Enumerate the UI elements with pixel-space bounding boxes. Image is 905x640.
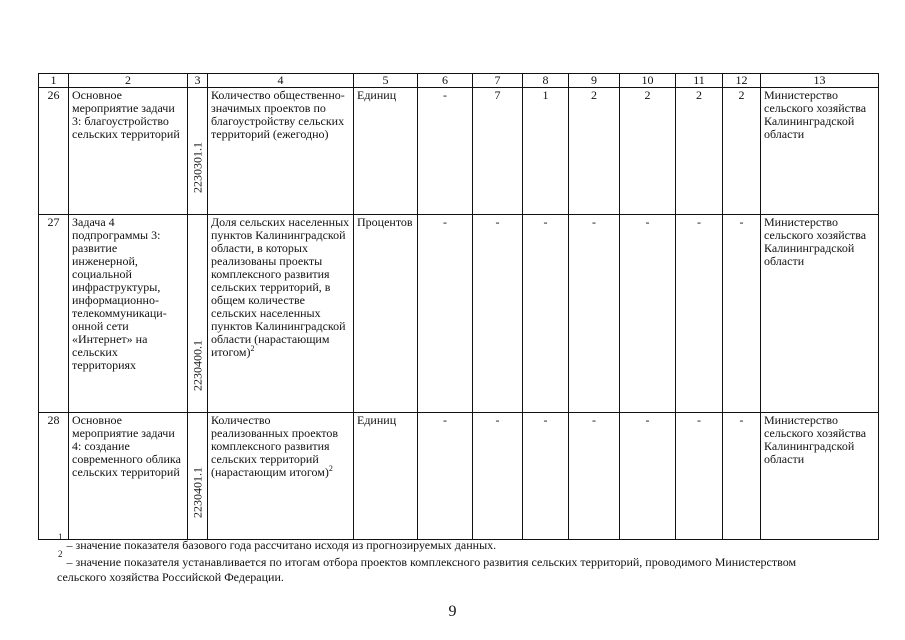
row-value: 2: [723, 88, 761, 215]
col-header: 7: [473, 74, 523, 88]
footnote-mark: 2: [58, 549, 63, 559]
row-name: Задача 4 подпрограммы 3: развитие инженерной, социальной инфраструктуры, информационно-телекоммуникаци-онной сети «Интернет» на сельских территориях: [69, 215, 188, 413]
row-unit: Процентов: [354, 215, 418, 413]
table-row: [39, 215, 879, 413]
indicator-text: Количество реализованных проектов комплексного развития сельских территорий (нарастающим итогом): [211, 413, 339, 479]
page-number: 9: [448, 603, 457, 620]
row-value: -: [473, 215, 523, 413]
row-responsible: Министерство сельского хозяйства Калининградской области: [761, 88, 879, 215]
footnote-mark: 1: [58, 532, 63, 542]
row-value: -: [676, 215, 723, 413]
row-responsible: Министерство сельского хозяйства Калининградской области: [761, 413, 879, 540]
row-value: -: [418, 88, 473, 215]
row-value: -: [676, 413, 723, 540]
row-value: -: [569, 413, 620, 540]
col-header: 4: [208, 74, 354, 88]
footnote-text: – значение показателя базового года рассчитано исходя из прогнозируемых данных.: [66, 538, 497, 552]
row-number: 28: [39, 413, 69, 540]
col-header: 13: [761, 74, 879, 88]
row-value: -: [473, 413, 523, 540]
col-header: 3: [188, 74, 208, 88]
row-code-text: 2230400.1: [190, 340, 204, 391]
col-header: 5: [354, 74, 418, 88]
row-indicator: [208, 413, 354, 540]
row-number: 26: [39, 88, 69, 215]
table-row: [39, 413, 879, 540]
row-number: 27: [39, 215, 69, 413]
footnote-2: [58, 551, 878, 585]
footnote-ref: 2: [250, 344, 255, 353]
row-value: -: [523, 215, 569, 413]
row-indicator: [208, 215, 354, 413]
row-value: -: [418, 215, 473, 413]
row-code: [188, 88, 208, 215]
row-unit: Единиц: [354, 413, 418, 540]
row-unit: Единиц: [354, 88, 418, 215]
row-value: -: [569, 215, 620, 413]
footnote-ref: 2: [328, 464, 333, 473]
row-value: -: [723, 215, 761, 413]
row-value: 1: [523, 88, 569, 215]
row-value: -: [523, 413, 569, 540]
row-value: -: [620, 413, 676, 540]
col-header: 8: [523, 74, 569, 88]
row-code-text: 2230401.1: [190, 467, 204, 518]
row-indicator: [208, 88, 354, 215]
row-value: -: [620, 215, 676, 413]
row-value: -: [418, 413, 473, 540]
col-header: 6: [418, 74, 473, 88]
indicators-table: [38, 73, 879, 540]
col-header: 11: [676, 74, 723, 88]
row-name: Основное мероприятие задачи 3: благоустройство сельских территорий: [69, 88, 188, 215]
table-row: [39, 88, 879, 215]
col-header: 9: [569, 74, 620, 88]
row-responsible: Министерство сельского хозяйства Калининградской области: [761, 215, 879, 413]
col-header: 2: [69, 74, 188, 88]
row-code: [188, 215, 208, 413]
footnote-text-continued: сельского хозяйства Российской Федерации.: [57, 570, 284, 584]
col-header: 12: [723, 74, 761, 88]
col-header: 1: [39, 74, 69, 88]
row-value: 7: [473, 88, 523, 215]
row-value: 2: [569, 88, 620, 215]
row-code: [188, 413, 208, 540]
indicator-text: Доля сельских населенных пунктов Калининградской области, в которых реализованы проекты комплексного развития сельских территорий, в общем количестве сельских населенных пунктов Калининградской области (нарастающим итогом): [211, 215, 350, 359]
row-code-text: 2230301.1: [190, 142, 204, 193]
header-row: [39, 74, 879, 88]
row-name: Основное мероприятие задачи 4: создание современного облика сельских территорий: [69, 413, 188, 540]
col-header: 10: [620, 74, 676, 88]
footnote-text: – значение показателя устанавливается по итогам отбора проектов комплексного развития сельских территорий, проводимого Министерством: [66, 555, 797, 569]
row-value: -: [723, 413, 761, 540]
row-value: 2: [676, 88, 723, 215]
row-value: 2: [620, 88, 676, 215]
indicator-text: Количество общественно-значимых проектов по благоустройству сельских территорий (ежегодно): [211, 88, 345, 141]
